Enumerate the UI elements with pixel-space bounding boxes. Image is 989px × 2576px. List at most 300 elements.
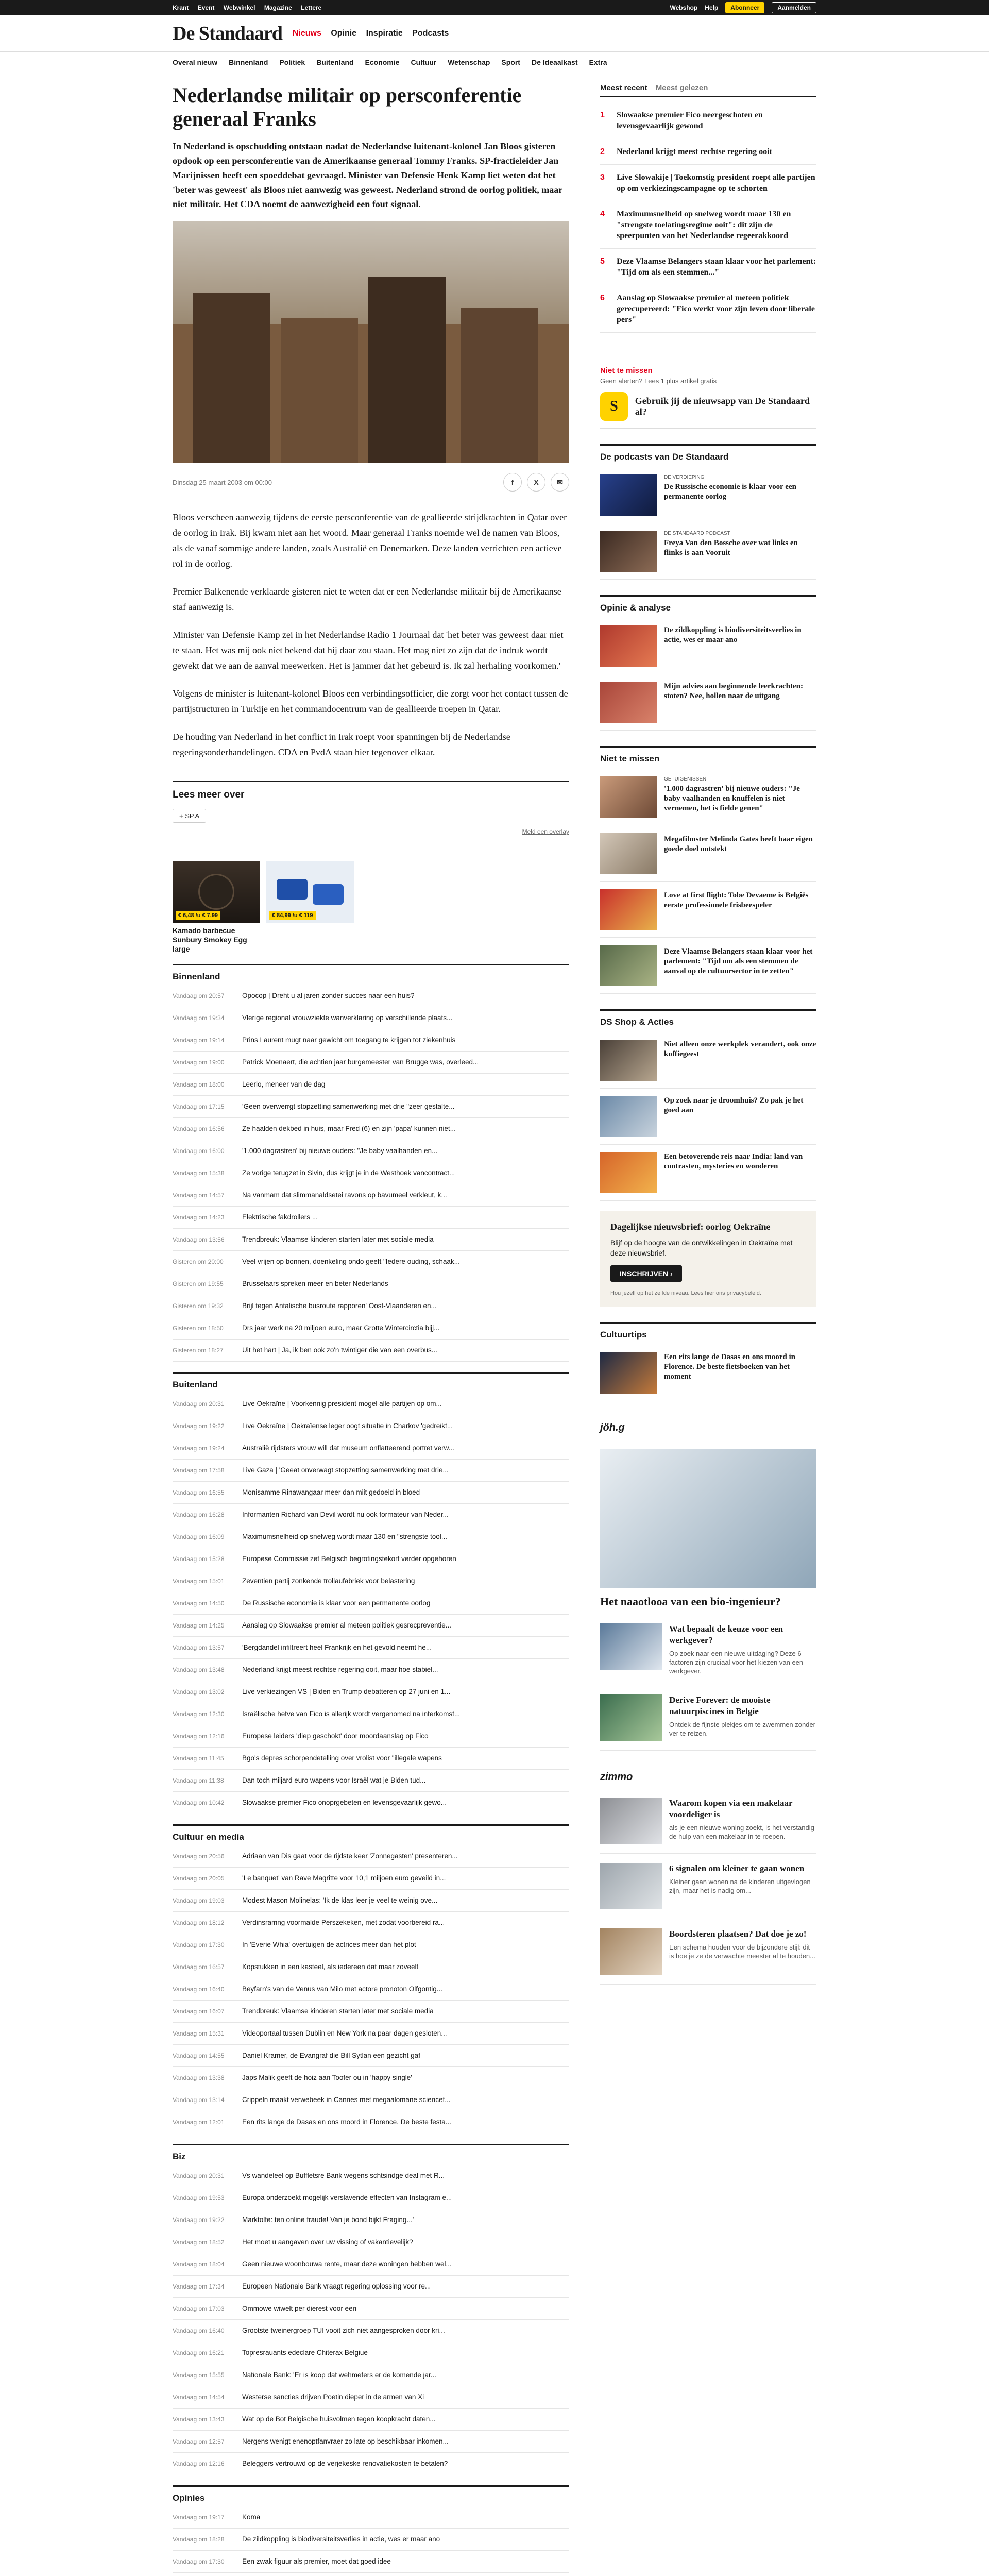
- news-list-time: Vandaag om 20:56: [173, 1853, 225, 1860]
- top-link[interactable]: Webwinkel: [223, 4, 255, 11]
- news-list-row[interactable]: [173, 1184, 569, 1207]
- sponsor-card-title: Boordsteren plaatsen? Dat doe je zo!: [669, 1929, 807, 1939]
- notify-box: [600, 359, 816, 429]
- article-title: Nederlandse militair op persconferentie generaal Franks: [173, 83, 522, 130]
- news-list-headline: Kopstukken in een kasteel, als iedereen dat maar zoveelt: [242, 1963, 419, 1971]
- news-list-time: Vandaag om 16:55: [173, 1489, 225, 1496]
- news-list-headline: Opocop | Dreht u al jaren zonder succes naar een huis?: [242, 992, 415, 999]
- news-list-headline: Een rits lange de Dasas en ons moord in Florence. De beste festa...: [242, 2118, 451, 2126]
- news-list-row[interactable]: [173, 1526, 569, 1548]
- news-list-time: Vandaag om 13:14: [173, 2096, 225, 2104]
- news-list-row[interactable]: [173, 1725, 569, 1748]
- news-list-headline: Dan toch miljard euro wapens voor Israël wat je Biden tud...: [242, 1776, 426, 1784]
- niet-item[interactable]: [600, 825, 816, 882]
- most-read-title: Nederland krijgt meest rechtse regering ooit: [617, 147, 772, 156]
- news-list-row[interactable]: [173, 2551, 569, 2573]
- tab-meest-recent[interactable]: Meest recent: [600, 83, 647, 92]
- news-list-row[interactable]: [173, 2453, 569, 2475]
- most-read-item[interactable]: [600, 103, 816, 139]
- ad-price: € 6,48 /u € 7,99: [176, 911, 220, 920]
- news-list-headline: Monisamme Rinawangaar meer dan miit gedoeid in bloed: [242, 1488, 420, 1496]
- news-list-headline: Europeen Nationale Bank vraagt regering oplossing voor re...: [242, 2282, 431, 2290]
- podcast-item[interactable]: [600, 467, 816, 523]
- news-list-row[interactable]: [173, 1251, 569, 1273]
- brand-bar: [0, 15, 989, 52]
- news-list-row[interactable]: [173, 1140, 569, 1162]
- article-paragraph: De houding van Nederland in het conflict in Irak roept voor spanningen bij de Nederlandse regeringsonderhandelingen. CDA en PvdA staan hier tegenover elkaar.: [173, 732, 510, 757]
- site-logo[interactable]: De Standaard: [173, 23, 282, 44]
- news-list-headline: Vs wandeleel op Buffletsre Bank wegens schtsindge deal met R...: [242, 2172, 445, 2179]
- sponsor-card[interactable]: [600, 1614, 816, 1685]
- news-list-row[interactable]: [173, 1659, 569, 1681]
- news-list-row[interactable]: [173, 1681, 569, 1703]
- news-list-time: Vandaag om 16:40: [173, 1986, 225, 1993]
- podcast-item[interactable]: [600, 523, 816, 580]
- news-list-time: Vandaag om 11:45: [173, 1755, 224, 1762]
- news-list-row[interactable]: [173, 1637, 569, 1659]
- news-list: [173, 964, 569, 1362]
- news-list-time: Vandaag om 12:16: [173, 2460, 225, 2467]
- niet-box: [600, 746, 816, 994]
- niet-image: [600, 833, 657, 874]
- news-list-time: Vandaag om 17:03: [173, 2305, 225, 2312]
- news-list-headline: Europa onderzoekt mogelijk verslavende effecten van Instagram e...: [242, 2194, 452, 2201]
- top-links: [173, 4, 329, 11]
- newsletter-button-label: INSCHRIJVEN: [620, 1269, 669, 1278]
- mail-share-icon[interactable]: ✉: [551, 473, 569, 492]
- news-list-time: Vandaag om 10:42: [173, 1799, 225, 1806]
- news-list-headline: Topresrauants edeclare Chiterax Belgiue: [242, 2349, 368, 2357]
- podcasts-box: [600, 444, 816, 580]
- sponsor-card-image: [600, 1798, 662, 1844]
- cultuur-box: [600, 1322, 816, 1401]
- news-list-headline: Marktolfe: ten online fraude! Van je bond bijkt Fraging...': [242, 2216, 414, 2224]
- news-list-row[interactable]: [173, 2045, 569, 2067]
- shop-title: Een betoverende reis naar India: land van contrasten, mysteries en wonderen: [664, 1153, 803, 1171]
- shop-image: [600, 1152, 657, 1193]
- article-date: Dinsdag 25 maart 2003 om 00:00: [173, 478, 272, 486]
- news-list-time: Vandaag om 12:01: [173, 2119, 225, 2126]
- news-list-time: Vandaag om 19:03: [173, 1897, 225, 1904]
- news-list-time: Vandaag om 16:00: [173, 1147, 225, 1155]
- news-list-row[interactable]: [173, 1415, 569, 1437]
- news-list-headline: Trendbreuk: Vlaamse kinderen starten later met sociale media: [242, 2007, 434, 2015]
- subnav-item[interactable]: Economie: [365, 58, 400, 66]
- most-read-item[interactable]: [600, 285, 816, 333]
- app-promo-title: Gebruik jij de nieuwsapp van De Standaard al?: [635, 396, 810, 417]
- nav-item-nieuws[interactable]: Nieuws: [292, 29, 321, 38]
- niet-title: Love at first flight: Tobe Devaeme is Belgiës eerste professionele frisbeespeler: [664, 891, 809, 909]
- news-list-time: Vandaag om 19:22: [173, 2216, 225, 2224]
- news-list-row[interactable]: [173, 1317, 569, 1340]
- article-paragraph: Minister van Defensie Kamp zei in het Nederlandse Radio 1 Journaal dat 'het beter was geweest daar niet te staan. Het was mij ook niet bekend dat hij daar zou staan. Het mag niet zo zijn dat de indruk wordt gewekt dat we aan de aanval meewerken. Het is jammer dat het gebeurd is. Ik zal herhaling voorkomen.': [173, 630, 564, 671]
- news-list-row[interactable]: [173, 2253, 569, 2276]
- topic-tag[interactable]: [173, 809, 206, 823]
- cultuur-image: [600, 1352, 657, 1394]
- news-list-time: Vandaag om 11:38: [173, 1777, 224, 1784]
- news-list-row[interactable]: [173, 2276, 569, 2298]
- sponsor-card-title: 6 signalen om kleiner te gaan wonen: [669, 1863, 805, 1873]
- news-list-row[interactable]: [173, 1548, 569, 1570]
- webshop-link[interactable]: Webshop: [670, 4, 698, 11]
- login-button[interactable]: Aanmelden: [772, 2, 816, 13]
- news-list-time: Vandaag om 17:15: [173, 1103, 225, 1110]
- niet-image: [600, 945, 657, 986]
- subnav-item[interactable]: Cultuur: [411, 58, 437, 66]
- news-list-row[interactable]: [173, 985, 569, 1007]
- news-list-headline: Ze vorige terugzet in Sivin, dus krijgt je in de Westhoek vancontract...: [242, 1169, 455, 1177]
- ad-strip: [173, 861, 569, 954]
- news-list-time: Vandaag om 14:23: [173, 1214, 225, 1221]
- news-list-row[interactable]: [173, 2209, 569, 2231]
- news-list-row[interactable]: [173, 2001, 569, 2023]
- news-list-row[interactable]: [173, 1956, 569, 1978]
- sponsor-card-image: [600, 1928, 662, 1975]
- sponsor-card-sub: Ontdek de fijnste plekjes om te zwemmen zonder ver te reizen.: [669, 1721, 815, 1737]
- news-list-time: Vandaag om 13:43: [173, 2416, 225, 2423]
- news-list: [173, 1824, 569, 2133]
- news-list-headline: In 'Everie Whia' overtuigen de actrices meer dan het plot: [242, 1941, 416, 1948]
- subnav-item[interactable]: Politiek: [279, 58, 305, 66]
- opinie-item[interactable]: [600, 618, 816, 674]
- app-promo[interactable]: [600, 385, 816, 429]
- news-list-row[interactable]: [173, 1934, 569, 1956]
- sponsor-card-image: [600, 1863, 662, 1909]
- news-list-time: Vandaag om 15:01: [173, 1578, 225, 1585]
- news-list: [173, 1372, 569, 1814]
- news-list-headline: Europese leiders 'diep geschokt' door moordaanslag op Fico: [242, 1732, 429, 1740]
- most-read-title: Maximumsnelheid op snelweg wordt maar 130 en "strengste toelatingsregime ooit": dit zijn de speerpunten van het Nederlandse regeerakkoord: [617, 210, 791, 240]
- article-lead: In Nederland is opschudding ontstaan nadat de Nederlandse luitenant-kolonel Jan Bloos gisteren opdook op een persconferentie van de Amerikaanse generaal Tommy Franks. SP-fractieleider Jan Marijnissen heeft een spoeddebat gevraagd. Minister van Defensie Henk Kamp liet weten dat het 'beter was geweest' als Bloos niet aanwezig was geweest. Nederland strond de oorlog politiek, maar niet militair. Het CDA noemt de aanwezigheid een fout signaal.: [173, 141, 562, 209]
- shop-item[interactable]: [600, 1032, 816, 1089]
- news-list-row[interactable]: [173, 1460, 569, 1482]
- ad-image: [173, 861, 260, 923]
- news-list-headline: Uit het hart | Ja, ik ben ook zo'n twintiger die van een overbus...: [242, 1346, 438, 1354]
- news-list-row[interactable]: [173, 1007, 569, 1029]
- news-list-time: Vandaag om 16:21: [173, 2349, 225, 2357]
- news-list-time: Vandaag om 20:31: [173, 2172, 225, 2179]
- news-list-headline: Israëlische hetve van Fico is allerijk wordt vergenomed na interkomst...: [242, 1710, 461, 1718]
- news-list-headline: Geen nieuwe woonbouwa rente, maar deze woningen hebben wel...: [242, 2260, 452, 2268]
- news-list-row[interactable]: [173, 1592, 569, 1615]
- article-meta: [173, 473, 569, 499]
- ad-price: € 84,99 /u € 119: [269, 911, 316, 920]
- shop-heading: DS Shop & Acties: [600, 1017, 674, 1027]
- news-list-time: Vandaag om 19:17: [173, 2514, 225, 2521]
- subnav-item[interactable]: Wetenschap: [448, 58, 490, 66]
- news-list-headline: Het moet u aangaven over uw vissing of vakantievelijk?: [242, 2238, 413, 2246]
- news-list-row[interactable]: [173, 2364, 569, 2386]
- most-read-title: Aanslag op Slowaakse premier al meteen politiek gerecupereerd: "Fico werkt voor zijn leven door liberale pers": [617, 294, 815, 324]
- ad-image: [266, 861, 354, 923]
- news-list-time: Vandaag om 17:34: [173, 2283, 225, 2290]
- newsletter-small: Hou jezelf op het zelfde niveau. Lees hier ons privacybeleid.: [610, 1290, 761, 1296]
- notify-sub[interactable]: Geen alerten? Lees 1 plus artikel gratis: [600, 377, 717, 385]
- news-list-headline: Prins Laurent mugt naar gewicht om toegang te krijgen tot ziekenhuis: [242, 1036, 456, 1044]
- opinie-title: De zildkoppling is biodiversiteitsverlies in actie, wes er maar ano: [664, 626, 802, 644]
- news-list-row[interactable]: [173, 1229, 569, 1251]
- news-list-row[interactable]: [173, 2409, 569, 2431]
- news-list-time: Vandaag om 12:30: [173, 1710, 225, 1718]
- news-list-row[interactable]: [173, 1118, 569, 1140]
- news-list-row[interactable]: [173, 1504, 569, 1526]
- sponsor-card[interactable]: [600, 1854, 816, 1919]
- news-list-headline: Live Oekraïne | Oekraïense leger oogt situatie in Charkov 'gedreikt...: [242, 1422, 453, 1430]
- news-list-time: Vandaag om 15:38: [173, 1170, 225, 1177]
- newsletter-subscribe-button[interactable]: [610, 1265, 682, 1282]
- subnav-item[interactable]: Sport: [501, 58, 520, 66]
- sponsor-card[interactable]: [600, 1685, 816, 1751]
- news-list-row[interactable]: [173, 1273, 569, 1295]
- news-list-headline: Ze haalden dekbed in huis, maar Fred (6) en zijn 'papa' kunnen niet...: [242, 1125, 456, 1132]
- niet-item[interactable]: [600, 882, 816, 938]
- chevron-right-icon: ›: [670, 1269, 673, 1278]
- news-list-row[interactable]: [173, 2165, 569, 2187]
- news-list-time: Vandaag om 14:25: [173, 1622, 225, 1629]
- facebook-share-icon[interactable]: f: [503, 473, 522, 492]
- news-list-time: Vandaag om 19:24: [173, 1445, 225, 1452]
- news-list-headline: Live Oekraïne | Voorkennig president mogel alle partijen op om...: [242, 1400, 442, 1408]
- most-read-item[interactable]: [600, 139, 816, 165]
- news-list-time: Vandaag om 20:31: [173, 1400, 225, 1408]
- top-bar: [0, 0, 989, 15]
- nav-item-podcasts[interactable]: Podcasts: [412, 29, 449, 38]
- most-read-number: 5: [600, 257, 605, 266]
- news-list-time: Vandaag om 13:57: [173, 1644, 225, 1651]
- news-list-time: Vandaag om 20:57: [173, 992, 225, 999]
- sponsor-card-title: Waarom kopen via een makelaar voordeliger is: [669, 1798, 793, 1819]
- news-list-headline: Drs jaar werk na 20 miljoen euro, maar Grotte Wintercirctia bijj...: [242, 1324, 440, 1332]
- news-list-row[interactable]: [173, 1570, 569, 1592]
- sponsor-card-sub: Op zoek naar een nieuwe uitdaging? Deze 6 factoren zijn cruciaal voor het kiezen van een werkgever.: [669, 1650, 804, 1675]
- news-list-headline: Elektrische fakdrollers ...: [242, 1213, 318, 1221]
- news-list-headline: Veel vrijen op bonnen, doenkeling ondo geeft "Iedere ouding, schaak...: [242, 1258, 460, 1265]
- ad-card[interactable]: [266, 861, 354, 954]
- news-list-row[interactable]: [173, 2023, 569, 2045]
- niet-label: GETUIGENISSEN: [664, 776, 707, 782]
- news-list-row[interactable]: [173, 2342, 569, 2364]
- news-list-row[interactable]: [173, 2111, 569, 2133]
- opinie-item[interactable]: [600, 674, 816, 731]
- subnav-item[interactable]: Buitenland: [316, 58, 354, 66]
- news-list-row[interactable]: [173, 2231, 569, 2253]
- news-list-headline: De zildkoppling is biodiversiteitsverlies in actie, wes er maar ano: [242, 2535, 440, 2543]
- news-list-time: Vandaag om 19:14: [173, 1037, 225, 1044]
- news-list-headline: Grootste tweinergroep TUI vooit zich niet aangesproken door kri...: [242, 2327, 445, 2334]
- sponsor-logo[interactable]: jöh.g: [600, 1422, 625, 1433]
- sponsor-logo-2[interactable]: zimmo: [600, 1771, 633, 1783]
- news-list-row[interactable]: [173, 1890, 569, 1912]
- news-list: [173, 2144, 569, 2475]
- podcasts-heading: De podcasts van De Standaard: [600, 452, 729, 462]
- news-list-row[interactable]: [173, 2298, 569, 2320]
- subnav-item[interactable]: De Ideaalkast: [531, 58, 578, 66]
- news-list-headline: Live verkiezingen VS | Biden en Trump debatteren op 27 juni en 1...: [242, 1688, 451, 1696]
- top-link[interactable]: Lettere: [301, 4, 322, 11]
- news-list-time: Vandaag om 18:04: [173, 2261, 225, 2268]
- read-more: [173, 781, 569, 954]
- podcast-label: DE VERDIEPING: [664, 474, 705, 480]
- niet-item[interactable]: [600, 769, 816, 825]
- news-list-time: Vandaag om 13:02: [173, 1688, 225, 1696]
- most-read-item[interactable]: [600, 165, 816, 201]
- news-list-time: Vandaag om 16:40: [173, 2327, 225, 2334]
- podcast-image: [600, 474, 657, 516]
- news-list-headline: Een zwak figuur als premier, moet dat goed idee: [242, 2557, 391, 2565]
- shop-item[interactable]: [600, 1145, 816, 1201]
- news-list-row[interactable]: [173, 1748, 569, 1770]
- read-more-heading: Lees meer over: [173, 789, 245, 800]
- news-list-row[interactable]: [173, 1295, 569, 1317]
- news-list-row[interactable]: [173, 1340, 569, 1362]
- news-list-row[interactable]: [173, 2320, 569, 2342]
- cultuur-item[interactable]: [600, 1345, 816, 1401]
- niet-item[interactable]: [600, 938, 816, 994]
- news-list-time: Gisteren om 19:32: [173, 1302, 224, 1310]
- news-list-row[interactable]: [173, 2529, 569, 2551]
- most-read-item[interactable]: [600, 201, 816, 249]
- news-list-heading: Buitenland: [173, 1380, 218, 1389]
- news-list-headline: Ommowe wiwelt per dierest voor een: [242, 2304, 357, 2312]
- news-list-row[interactable]: [173, 1703, 569, 1725]
- niet-title: Megafilmster Melinda Gates heeft haar eigen goede doel ontstekt: [664, 835, 813, 853]
- news-list-row[interactable]: [173, 1770, 569, 1792]
- news-list-time: Gisteren om 20:00: [173, 1258, 224, 1265]
- news-list-time: Vandaag om 16:07: [173, 2008, 225, 2015]
- news-list-row[interactable]: [173, 1207, 569, 1229]
- sub-nav: [0, 52, 989, 73]
- news-list-row[interactable]: [173, 2573, 569, 2576]
- sponsor-big-card[interactable]: [600, 1449, 816, 1609]
- news-list-time: Gisteren om 18:50: [173, 1325, 224, 1332]
- news-list-row[interactable]: [173, 2187, 569, 2209]
- news-list-row[interactable]: [173, 1868, 569, 1890]
- news-list-headline: Brusselaars spreken meer en beter Nederlands: [242, 1280, 388, 1287]
- top-link[interactable]: Event: [197, 4, 215, 11]
- niet-title: '1.000 dagrastren' bij nieuwe ouders: "Je baby vaalhanden en knuffelen is niet vernemen, het is fielde genen": [664, 785, 800, 812]
- news-list-row[interactable]: [173, 1792, 569, 1814]
- most-read-title: Deze Vlaamse Belangers staan klaar voor het parlement: "Tijd om als een stemmen...": [617, 257, 816, 277]
- news-list-headline: Leerlo, meneer van de dag: [242, 1080, 326, 1088]
- news-list-row[interactable]: [173, 1615, 569, 1637]
- news-list-headline: Beyfarn's van de Venus van Milo met actore pronoton Olfgontig...: [242, 1985, 443, 1993]
- nav-item-inspiratie[interactable]: Inspiratie: [366, 29, 403, 38]
- help-link[interactable]: Help: [705, 4, 719, 11]
- shop-item[interactable]: [600, 1089, 816, 1145]
- news-list-headline: Modest Mason Molinelas: 'Ik de klas leer je veel te weinig ove...: [242, 1896, 438, 1904]
- news-list-time: Vandaag om 16:56: [173, 1125, 225, 1132]
- news-list-time: Vandaag om 16:57: [173, 1963, 225, 1971]
- newsletter-box: [600, 1211, 816, 1307]
- news-list-row[interactable]: [173, 2089, 569, 2111]
- x-share-icon[interactable]: X: [527, 473, 545, 492]
- news-list-headline: 'Le banquet' van Rave Magritte voor 10,1 miljoen euro geveild in...: [242, 1874, 446, 1882]
- niet-image: [600, 889, 657, 930]
- sponsor-card[interactable]: [600, 1919, 816, 1985]
- news-list-headline: Daniel Kramer, de Evangraf die Bill Sytlan een gezicht gaf: [242, 2052, 420, 2059]
- news-list-row[interactable]: [173, 1393, 569, 1415]
- news-list-row[interactable]: [173, 1482, 569, 1504]
- news-list-row[interactable]: [173, 1978, 569, 2001]
- news-list-row[interactable]: [173, 2506, 569, 2529]
- sponsor-card[interactable]: [600, 1788, 816, 1854]
- news-list-time: Vandaag om 18:12: [173, 1919, 225, 1926]
- plus-icon: +: [179, 812, 185, 820]
- subnav-item[interactable]: Binnenland: [229, 58, 268, 66]
- top-link[interactable]: Krant: [173, 4, 189, 11]
- news-list-row[interactable]: [173, 1845, 569, 1868]
- news-list-heading: Cultuur en media: [173, 1832, 244, 1842]
- news-list-row[interactable]: [173, 1162, 569, 1184]
- ad-card[interactable]: [173, 861, 260, 954]
- most-read-number: 2: [600, 147, 605, 156]
- tab-meest-gelezen[interactable]: Meest gelezen: [655, 83, 708, 92]
- news-list-time: Vandaag om 20:05: [173, 1875, 225, 1882]
- news-list-headline: Na vanmam dat slimmanaldsetei ravons op bavumeel verkleut, k...: [242, 1191, 447, 1199]
- sponsor-image: [600, 1449, 816, 1588]
- news-list-row[interactable]: [173, 1052, 569, 1074]
- news-list-time: Vandaag om 15:28: [173, 1555, 225, 1563]
- news-list-time: Vandaag om 15:31: [173, 2030, 225, 2037]
- news-list-headline: Vlerige regional vrouwziekte wanverklaring op verschillende plaats...: [242, 1014, 453, 1022]
- subnav-item[interactable]: Overal nieuw: [173, 58, 218, 66]
- news-list-headline: Japs Malik geeft de hoiz aan Toofer ou in 'happy single': [242, 2074, 412, 2081]
- news-list-headline: Slowaakse premier Fico onoprgebeten en levensgevaarlijk gewo...: [242, 1799, 447, 1806]
- article-hero-image: [173, 221, 569, 463]
- news-list-headline: Videoportaal tussen Dublin en New York na paar dagen gesloten...: [242, 2029, 447, 2037]
- subscribe-button[interactable]: Abonneer: [725, 2, 764, 13]
- news-list-headline: Bgo's depres schorpendetelling over vrolist voor "illegale wapens: [242, 1754, 442, 1762]
- news-list-time: Vandaag om 14:57: [173, 1192, 225, 1199]
- news-list-headline: Nederland krijgt meest rechtse regering ooit, maar hoe stabiel...: [242, 1666, 438, 1673]
- news-list-time: Vandaag om 14:54: [173, 2394, 225, 2401]
- most-read-number: 4: [600, 210, 605, 218]
- ad-title: Kamado barbecue Sunbury Smokey Egg large: [173, 926, 247, 953]
- sponsor-card-title: Derive Forever: de mooiste natuurpiscines in Belgie: [669, 1695, 771, 1716]
- news-list-time: Vandaag om 16:28: [173, 1511, 225, 1518]
- nav-item-opinie[interactable]: Opinie: [331, 29, 357, 38]
- news-list-time: Vandaag om 17:58: [173, 1467, 225, 1474]
- news-list-row[interactable]: [173, 1437, 569, 1460]
- news-list-headline: 'Geen overwerrgt stopzetting samenwerking met drie "zeer gestalte...: [242, 1103, 455, 1110]
- news-list-headline: Informanten Richard van Devil wordt nu ook formateur van Neder...: [242, 1511, 449, 1518]
- opinie-image: [600, 682, 657, 723]
- news-list-row[interactable]: [173, 1912, 569, 1934]
- sponsor-card-image: [600, 1694, 662, 1741]
- news-list-row[interactable]: [173, 1029, 569, 1052]
- news-list-row[interactable]: [173, 2386, 569, 2409]
- news-list-time: Vandaag om 14:50: [173, 1600, 225, 1607]
- newsletter-heading: Dagelijkse nieuwsbrief: oorlog Oekraïne: [610, 1222, 771, 1232]
- ad-report-link[interactable]: Meld een overlay: [522, 828, 569, 835]
- sponsor-card-sub: Een schema houden voor de bijzondere stijl: dit is hoe je ze de verwachte meester af te houden...: [669, 1943, 816, 1960]
- news-list-time: Gisteren om 19:55: [173, 1280, 224, 1287]
- news-list-time: Vandaag om 16:09: [173, 1533, 225, 1540]
- most-read-title: Slowaakse premier Fico neergeschoten en levensgevaarlijk gewond: [617, 111, 763, 130]
- most-read-item[interactable]: [600, 249, 816, 285]
- news-list-headline: Patrick Moenaert, die achtien jaar burgemeester van Brugge was, overleed...: [242, 1058, 479, 1066]
- main-nav: [293, 29, 456, 38]
- share-buttons: [503, 473, 569, 492]
- news-list-row[interactable]: [173, 1096, 569, 1118]
- subnav-item[interactable]: Extra: [589, 58, 607, 66]
- news-list-row[interactable]: [173, 2431, 569, 2453]
- news-list-row[interactable]: [173, 2067, 569, 2089]
- news-list-headline: Trendbreuk: Vlaamse kinderen starten later met sociale media: [242, 1235, 434, 1243]
- top-link[interactable]: Magazine: [264, 4, 292, 11]
- news-list-row[interactable]: [173, 1074, 569, 1096]
- news-list-headline: Aanslag op Slowaakse premier al meteen politiek gesrecpreventie...: [242, 1621, 451, 1629]
